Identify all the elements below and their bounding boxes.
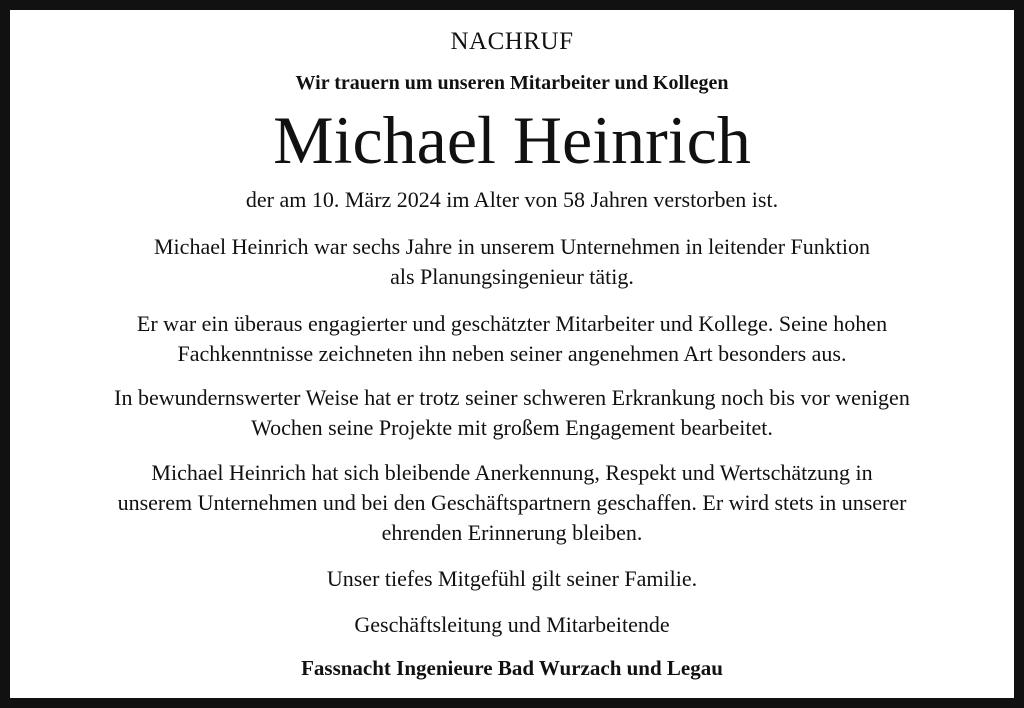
signatories — [10, 610, 1014, 640]
paragraph-line: ehrenden Erinnerung bleiben. — [381, 520, 643, 545]
company-name: Fassnacht Ingenieure Bad Wurzach und Legau — [301, 656, 723, 680]
paragraph-line: Unser tiefes Mitgefühl gilt seiner Familie. — [326, 566, 698, 591]
paragraph-line: Geschäftsleitung und Mitarbeitende — [354, 612, 670, 637]
paragraph-dedication — [10, 383, 1014, 443]
paragraph-line: Michael Heinrich hat sich bleibende Anerkennung, Respekt und Wertschätzung in — [151, 460, 873, 485]
notice-heading: NACHRUF — [450, 28, 574, 55]
paragraph-line: Er war ein überaus engagierter und geschätzter Mitarbeiter und Kollege. Seine hohen — [136, 311, 888, 336]
paragraph-line: als Planungsingenieur tätig. — [390, 264, 634, 289]
death-statement: der am 10. März 2024 im Alter von 58 Jahren verstorben ist. — [245, 187, 779, 212]
paragraph-line: Wochen seine Projekte mit großem Engagement bearbeitet. — [251, 415, 773, 440]
paragraph-position — [10, 232, 1014, 292]
paragraph-remembrance — [10, 458, 1014, 548]
paragraph-line: Michael Heinrich war sechs Jahre in unserem Unternehmen in leitender Funktion — [154, 234, 870, 259]
deceased-name: Michael Heinrich — [273, 102, 751, 178]
paragraph-condolence — [10, 564, 1014, 594]
obituary-notice — [10, 10, 1014, 698]
paragraph-line: In bewundernswerter Weise hat er trotz seiner schweren Erkrankung noch bis vor wenigen — [114, 385, 910, 410]
notice-intro: Wir trauern um unseren Mitarbeiter und Kollegen — [295, 72, 729, 94]
paragraph-line: unserem Unternehmen und bei den Geschäftspartnern geschaffen. Er wird stets in unserer — [117, 490, 907, 515]
paragraph-character — [10, 309, 1014, 369]
paragraph-line: Fachkenntnisse zeichneten ihn neben seiner angenehmen Art besonders aus. — [177, 341, 847, 366]
